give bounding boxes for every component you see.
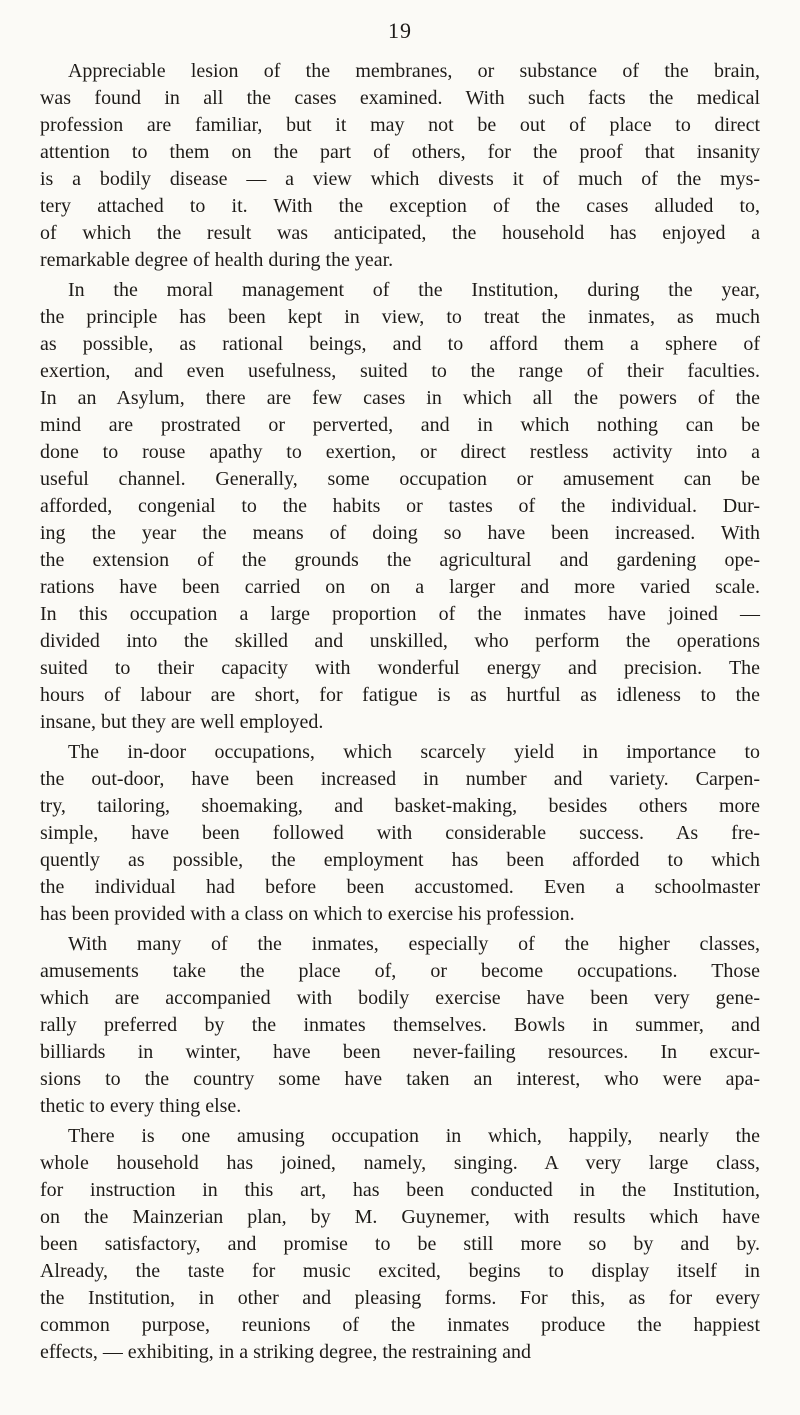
text-line: quently as possible, the employment has been afforded to which — [40, 849, 760, 871]
text-line: hours of labour are short, for fatigue is as hurtful as idleness to the — [40, 684, 760, 706]
text-line: profession are familiar, but it may not be out of place to direct — [40, 114, 760, 136]
text-line: has been provided with a class on which to exercise his profession. — [40, 903, 575, 925]
text-line: rations have been carried on on a larger and more varied scale. — [40, 576, 760, 598]
text-line: of which the result was anticipated, the household has enjoyed a — [40, 222, 760, 244]
text-line: insane, but they are well employed. — [40, 711, 324, 733]
text-line: for instruction in this art, has been conducted in the Institution, — [40, 1179, 760, 1201]
text-line: ing the year the means of doing so have been increased. With — [40, 522, 760, 544]
text-line: exertion, and even usefulness, suited to the range of their faculties. — [40, 360, 760, 382]
text-line: rally preferred by the inmates themselves. Bowls in summer, and — [40, 1014, 760, 1036]
text-line: Appreciable lesion of the membranes, or substance of the brain, — [68, 60, 760, 82]
text-line: suited to their capacity with wonderful energy and precision. The — [40, 657, 760, 679]
text-line: the extension of the grounds the agricultural and gardening ope- — [40, 549, 760, 571]
text-line: There is one amusing occupation in which, happily, nearly the — [68, 1125, 760, 1147]
text-line: on the Mainzerian plan, by M. Guynemer, with results which have — [40, 1206, 760, 1228]
text-line: the individual had before been accustomed. Even a schoolmaster — [40, 876, 760, 898]
text-line: billiards in winter, have been never-failing resources. In excur- — [40, 1041, 760, 1063]
text-line: been satisfactory, and promise to be still more so by and by. — [40, 1233, 760, 1255]
text-line: divided into the skilled and unskilled, who perform the operations — [40, 630, 760, 652]
text-line: is a bodily disease — a view which divests it of much of the mys- — [40, 168, 760, 190]
text-line: as possible, as rational beings, and to afford them a sphere of — [40, 333, 760, 355]
text-line: common purpose, reunions of the inmates produce the happiest — [40, 1314, 760, 1336]
text-line: mind are prostrated or perverted, and in which nothing can be — [40, 414, 760, 436]
text-line: the out-door, have been increased in number and variety. Carpen- — [40, 768, 760, 790]
text-line: whole household has joined, namely, singing. A very large class, — [40, 1152, 760, 1174]
text-line: which are accompanied with bodily exercise have been very gene- — [40, 987, 760, 1009]
text-line: tery attached to it. With the exception of the cases alluded to, — [40, 195, 760, 217]
text-line: useful channel. Generally, some occupation or amusement can be — [40, 468, 760, 490]
text-line: thetic to every thing else. — [40, 1095, 242, 1117]
text-line: the Institution, in other and pleasing forms. For this, as for every — [40, 1287, 760, 1309]
text-line: try, tailoring, shoemaking, and basket-making, besides others more — [40, 795, 760, 817]
text-line: remarkable degree of health during the year. — [40, 249, 394, 271]
text-line: With many of the inmates, especially of the higher classes, — [68, 933, 760, 955]
page-number: 19 — [388, 18, 412, 43]
text-line: In the moral management of the Institution, during the year, — [68, 279, 760, 301]
text-line: The in-door occupations, which scarcely yield in importance to — [68, 741, 760, 763]
text-line: Already, the taste for music excited, begins to display itself in — [40, 1260, 760, 1282]
text-line: attention to them on the part of others, for the proof that insanity — [40, 141, 760, 163]
text-line: done to rouse apathy to exertion, or direct restless activity into a — [40, 441, 760, 463]
text-line: was found in all the cases examined. With such facts the medical — [40, 87, 760, 109]
text-line: effects, — exhibiting, in a striking degree, the restraining and — [40, 1341, 531, 1363]
text-line: sions to the country some have taken an interest, who were apa- — [40, 1068, 760, 1090]
text-line: In this occupation a large proportion of the inmates have joined — — [40, 603, 760, 625]
text-line: amusements take the place of, or become occupations. Those — [40, 960, 760, 982]
text-line: afforded, congenial to the habits or tastes of the individual. Dur- — [40, 495, 760, 517]
text-line: the principle has been kept in view, to treat the inmates, as much — [40, 306, 760, 328]
text-line: simple, have been followed with considerable success. As fre- — [40, 822, 760, 844]
text-line: In an Asylum, there are few cases in which all the powers of the — [40, 387, 760, 409]
